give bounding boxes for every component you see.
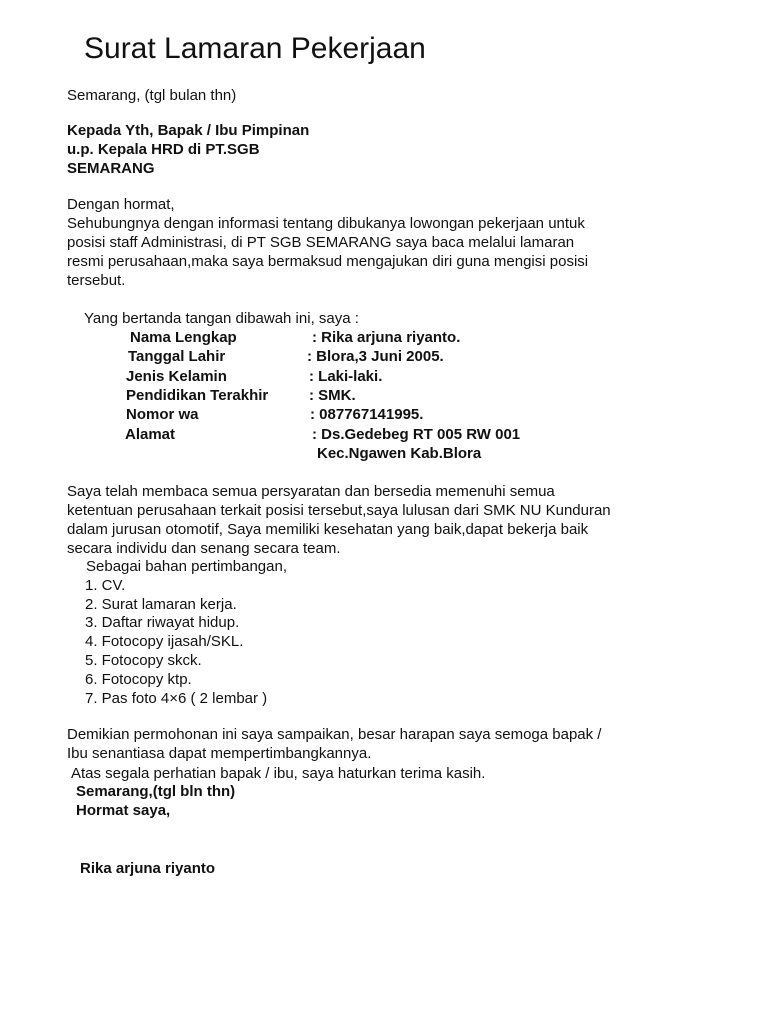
sign-regards: Hormat saya, xyxy=(76,802,171,819)
intro-line: tersebut. xyxy=(67,272,126,289)
thanks-line: Atas segala perhatian bapak / ibu, saya haturkan terima kasih. xyxy=(71,765,486,782)
page-title: Surat Lamaran Pekerjaan xyxy=(84,32,426,65)
detail-label-address: Alamat xyxy=(125,426,176,443)
detail-label-gender: Jenis Kelamin xyxy=(126,368,227,385)
attachment-item: 4. Fotocopy ijasah/SKL. xyxy=(85,633,244,650)
signer-name: Rika arjuna riyanto xyxy=(80,860,216,877)
body-line: secara individu dan senang secara team. xyxy=(67,540,341,557)
closing-line: Demikian permohonan ini saya sampaikan, besar harapan saya semoga bapak / xyxy=(67,726,602,743)
detail-value-education: : SMK. xyxy=(309,387,356,404)
place-date: Semarang, (tgl bulan thn) xyxy=(67,87,237,104)
intro-line: posisi staff Administrasi, di PT SGB SEMARANG saya baca melalui lamaran xyxy=(67,234,575,251)
sign-place-date: Semarang,(tgl bln thn) xyxy=(76,783,236,800)
detail-value-gender: : Laki-laki. xyxy=(309,368,383,385)
detail-label-birth: Tanggal Lahir xyxy=(128,348,226,365)
undersigned-line: Yang bertanda tangan dibawah ini, saya : xyxy=(84,310,359,327)
attachment-item: 3. Daftar riwayat hidup. xyxy=(85,614,240,631)
attachment-item: 6. Fotocopy ktp. xyxy=(85,671,192,688)
intro-line: Sehubungnya dengan informasi tentang dibukanya lowongan pekerjaan untuk xyxy=(67,215,585,232)
attachment-item: 1. CV. xyxy=(85,577,126,594)
detail-label-education: Pendidikan Terakhir xyxy=(126,387,269,404)
attachment-item: 2. Surat lamaran kerja. xyxy=(85,596,237,613)
body-line: dalam jurusan otomotif, Saya memiliki kesehatan yang baik,dapat bekerja baik xyxy=(67,521,589,538)
detail-value-name: : Rika arjuna riyanto. xyxy=(312,329,461,346)
attachment-item: 5. Fotocopy skck. xyxy=(85,652,202,669)
body-line: Saya telah membaca semua persyaratan dan bersedia memenuhi semua xyxy=(67,483,555,500)
attachment-item: 7. Pas foto 4×6 ( 2 lembar ) xyxy=(85,690,268,707)
body-line: ketentuan perusahaan terkait posisi tersebut,saya lulusan dari SMK NU Kunduran xyxy=(67,502,611,519)
recipient-line-1: Kepada Yth, Bapak / Ibu Pimpinan xyxy=(67,122,310,139)
greeting: Dengan hormat, xyxy=(67,196,175,213)
detail-value-address: : Ds.Gedebeg RT 005 RW 001 xyxy=(312,426,521,443)
detail-value-address-line-2: Kec.Ngawen Kab.Blora xyxy=(317,445,482,462)
consideration-line: Sebagai bahan pertimbangan, xyxy=(86,558,287,575)
recipient-line-2: u.p. Kepala HRD di PT.SGB xyxy=(67,141,260,158)
detail-value-birth: : Blora,3 Juni 2005. xyxy=(307,348,444,365)
closing-line: Ibu senantiasa dapat mempertimbangkannya. xyxy=(67,745,372,762)
detail-label-name: Nama Lengkap xyxy=(130,329,237,346)
recipient-line-3: SEMARANG xyxy=(67,160,155,177)
detail-value-phone: : 087767141995. xyxy=(310,406,424,423)
detail-label-phone: Nomor wa xyxy=(126,406,199,423)
intro-line: resmi perusahaan,maka saya bermaksud mengajukan diri guna mengisi posisi xyxy=(67,253,589,270)
